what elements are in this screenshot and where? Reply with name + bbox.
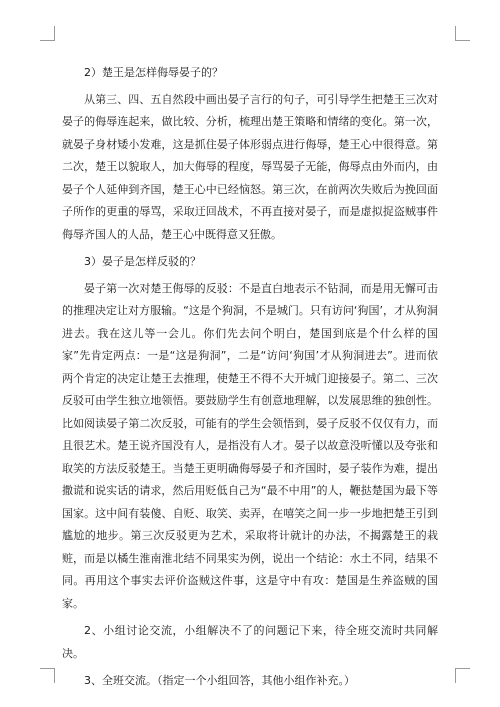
paragraph-rebuttal-analysis: 晏子第一次对楚王侮辱的反驳：不是直白地表示不钻洞，而是用无懈可击的推理决定让对方服输。“这是个狗洞，不是城门。只有访问‘狗国’，才从狗洞进去。我在这儿等一会儿。你们先去问个明白，楚国到底是个什么样的国家”先肯定两点：一是“这是狗洞”，二是“访问‘狗国’才从狗洞进去”。进而依两个肯定的决定让楚王去推理，使楚王不得不大开城门迎接晏子。第二、三次反驳可由学生独立地领悟。要鼓励学生有创意地理解，以发展思维的独创性。比如阅读晏子第二次反驳，可能有的学生会领悟到，晏子反驳不仅仅有力，而且很艺术。楚王说齐国没有人，是指没有人才。晏子以故意没听懂以及夸张和取笑的方法反驳楚王。当楚王更明确侮辱晏子和齐国时，晏子装作为难，提出撒谎和说实话的请求，然后用贬低自己为“最不中用”的人，鞭挞楚国为最下等国家。这中间有装傻、自贬、取笑、卖弄，在嘻笑之间一步一步地把楚王引到尴尬的地步。第三次反驳更为艺术，采取将计就计的办法，不揭露楚王的栽赃，而是以橘生淮南淮北结不同果实为例，说出一个结论：水土不同，结果不同。再用这个事实去评价盗贼这件事，这是守中有攻：楚国是生养盗贼的国家。 [62, 281, 438, 610]
crop-mark-top-right [455, 26, 470, 41]
heading-yanzi-rebuttal: 3）晏子是怎样反驳的？ [84, 255, 201, 268]
crop-mark-top-left [40, 26, 55, 41]
heading-king-insults: 2）楚王是怎样侮辱晏子的？ [84, 66, 223, 79]
crop-mark-bottom-right [455, 668, 470, 683]
paragraph-insult-analysis: 从第三、四、五自然段中画出晏子言行的句子，可引导学生把楚王三次对晏子的侮辱连起来，做比较、分析，梳理出楚王策略和情绪的变化。第一次，就晏子身材矮小发难，这是抓住晏子体形弱点进行侮辱，楚王心中很得意。第二次，楚王以貌取人，加大侮辱的程度，辱骂晏子无能，侮辱点由外而内，由晏子个人延伸到齐国，楚王心中已经恼怒。第三次，在前两次失败后为挽回面子所作的更重的辱骂，采取迂回战术，不再直接对晏子，而是虚拟捉盗贼事件侮辱齐国人的人品，楚王心中既得意又狂傲。 [62, 92, 438, 241]
crop-mark-bottom-left [40, 668, 55, 683]
paragraph-class-exchange: 3、全班交流。（指定一个小组回答，其他小组作补充。） [84, 674, 355, 687]
page-body [62, 62, 438, 698]
paragraph-group-discussion: 2、小组讨论交流，小组解决不了的问题记下来，待全班交流时共同解决。 [62, 624, 438, 660]
